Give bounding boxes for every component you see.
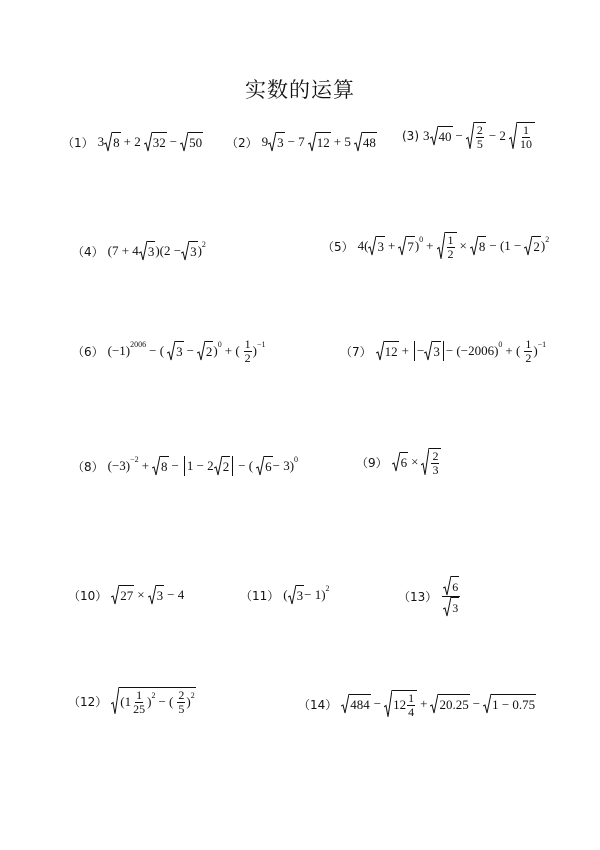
radicand: 20.25: [438, 694, 469, 714]
operator: +: [141, 458, 149, 473]
operator: ×: [459, 238, 467, 254]
problem-12: [68, 687, 196, 715]
numerator: 1: [447, 233, 454, 247]
expression-text: )(2 −: [155, 243, 182, 258]
sqrt: [197, 341, 214, 361]
radicand: 40: [438, 126, 453, 146]
operator: +: [420, 696, 428, 712]
operator: −: [455, 128, 463, 144]
radicand: 12: [316, 132, 331, 152]
expression-text: − 3): [272, 458, 295, 473]
problem-10: [68, 585, 187, 605]
fraction: [447, 234, 455, 260]
sqrt: [256, 456, 273, 476]
fraction: [519, 124, 533, 150]
numerator: 2: [476, 123, 483, 137]
radicand: 2: [532, 236, 541, 256]
denominator: 2: [244, 350, 251, 365]
absolute-value: [414, 341, 444, 361]
numerator: [442, 576, 460, 597]
operator: +: [401, 343, 409, 359]
radicand: 12: [384, 341, 399, 361]
problem-11: （11） ( 3 − 1) $^2$: [240, 584, 330, 603]
problem-label: （5）: [322, 239, 354, 254]
radicand: [429, 448, 441, 476]
problem-label: （10）: [68, 588, 108, 603]
problem-label: （12）: [68, 694, 108, 709]
radicand: 2: [205, 341, 214, 361]
expression-text: ): [252, 343, 258, 359]
operator: + 5: [333, 134, 351, 149]
radicand: 3: [175, 341, 184, 361]
radicand: 8: [478, 236, 487, 256]
expression-text: − 1): [304, 587, 326, 602]
whole-part: 12: [393, 697, 407, 713]
operator: − 7: [287, 134, 305, 149]
radicand: [474, 122, 486, 150]
radicand: 6: [400, 452, 409, 472]
radicand: 6: [264, 456, 273, 476]
sqrt: [368, 236, 385, 256]
sqrt: [376, 341, 399, 361]
sqrt: [421, 448, 441, 476]
operator: + (: [505, 343, 521, 359]
radicand: 8: [112, 132, 121, 152]
sqrt: [268, 132, 285, 152]
operator: −: [186, 343, 194, 359]
denominator: [442, 597, 460, 617]
fraction: [244, 338, 252, 364]
numerator: 1: [244, 337, 251, 351]
operator: −: [171, 458, 179, 473]
sqrt: [288, 585, 305, 605]
sqrt: [354, 132, 377, 152]
denominator: 4: [408, 704, 415, 719]
sqrt: [148, 585, 165, 605]
expression-text: ): [197, 243, 202, 258]
sqrt: [443, 576, 459, 596]
problem-13: [398, 576, 461, 617]
problem-5: （5） 4( 3 + 7 ) $^0$ + $\frac{1}{2}$ × 8 − (1 − 2 ) $^2$: [322, 233, 550, 261]
problem-8: （8） (−3) $^{-2}$ + 8 − 1 − 2 2 − ( 6 − 3) $^0$: [72, 455, 299, 474]
denominator: 25: [133, 701, 146, 716]
operator: − (: [238, 458, 254, 473]
operator: −: [416, 343, 425, 359]
sqrt: [214, 456, 231, 476]
problem-2: [226, 132, 377, 152]
problem-7: （7） 12 + − 3 − (−2006) $^0$ + ( $\frac{1}{2}$ ) $^{-1}$: [340, 337, 547, 365]
radicand: 27: [119, 585, 134, 605]
sqrt: [398, 236, 415, 256]
radicand: (1 $\frac{1}{25}$ ) $^2$ − ( $\frac{2}{5}$ ) $^2$: [120, 688, 195, 716]
fraction: [431, 450, 439, 476]
sqrt: [308, 132, 331, 152]
problem-label: （8）: [72, 459, 104, 474]
radicand: 3: [189, 241, 198, 261]
radicand: [392, 690, 417, 718]
problem-3: [402, 122, 535, 150]
denominator: 2: [525, 350, 532, 365]
fraction: [524, 338, 532, 364]
operator: +: [426, 238, 434, 254]
coefficient: 9: [261, 134, 269, 149]
sqrt: [524, 236, 541, 256]
expression-text: (−1): [107, 343, 131, 359]
operator: − (: [158, 694, 174, 710]
problem-14: [298, 690, 536, 718]
expression-text: ): [533, 343, 538, 359]
sqrt: [437, 232, 457, 260]
operator: +: [387, 238, 396, 254]
operator: −: [169, 134, 178, 149]
problem-label: （9）: [356, 455, 388, 470]
expression-text: (1: [120, 694, 132, 710]
sqrt: [152, 456, 169, 476]
sqrt: [139, 241, 156, 261]
numerator: 2: [432, 449, 439, 463]
problem-label: (3): [402, 129, 419, 144]
sqrt: [430, 694, 469, 714]
sqrt: [466, 122, 486, 150]
sqrt: [167, 341, 184, 361]
problem-label: （13）: [398, 590, 438, 604]
problem-1: [62, 132, 203, 152]
denominator: 5: [178, 701, 185, 716]
coefficient: 3: [97, 134, 105, 149]
sqrt: [483, 694, 536, 714]
radicand: 7: [406, 236, 415, 256]
numerator: 1: [522, 123, 529, 137]
mixed-number: [393, 692, 416, 718]
radicand: [445, 232, 457, 260]
sqrt: [443, 597, 459, 617]
fraction: [476, 124, 484, 150]
operator: ×: [411, 454, 419, 470]
radicand: 3: [276, 132, 285, 152]
expression-text: ): [213, 343, 218, 359]
sqrt: [111, 585, 134, 605]
radicand: 32: [152, 132, 167, 152]
radicand: 2: [222, 456, 231, 476]
numerator: 1: [525, 337, 532, 351]
operator: + (: [224, 343, 240, 359]
radicand: 48: [362, 132, 377, 152]
expression-text: ): [540, 238, 546, 254]
sqrt: [181, 241, 198, 261]
expression-text: − (−2006): [445, 343, 499, 359]
operator: −: [373, 696, 382, 712]
operator: + 2: [123, 134, 141, 149]
problem-label: （6）: [72, 344, 104, 359]
operator: − (1 −: [489, 238, 522, 254]
expression-text: 1 − 2: [186, 458, 214, 473]
operator: − 4: [167, 587, 185, 602]
problem-label: （11）: [240, 588, 280, 603]
problem-label: （14）: [298, 697, 338, 712]
operator: −: [472, 696, 481, 712]
expression-text: ): [186, 694, 191, 710]
problem-label: （4）: [72, 244, 104, 259]
sqrt: [144, 132, 167, 152]
numerator: 1: [408, 691, 415, 705]
radicand: 484: [349, 694, 371, 714]
radicand: 6: [451, 576, 459, 596]
denominator: 3: [432, 462, 439, 477]
sqrt: [392, 452, 409, 472]
radicand: 50: [188, 132, 203, 152]
operator: − (: [149, 343, 165, 359]
sqrt: [104, 132, 121, 152]
radicand: [517, 122, 535, 150]
expression-text: ): [414, 238, 420, 254]
fraction: [177, 689, 185, 715]
radicand: 3: [376, 236, 385, 256]
denominator: 5: [476, 136, 483, 151]
operator: − 2: [488, 128, 506, 144]
radicand: 8: [160, 456, 169, 476]
expression-text: (−3): [107, 458, 131, 473]
sqrt: [111, 687, 195, 715]
expression-text: ): [147, 694, 152, 710]
page-title: 实数的运算: [245, 78, 355, 102]
numerator: 2: [178, 688, 185, 702]
sqrt: [384, 690, 417, 718]
problem-label: （7）: [340, 344, 372, 359]
problem-4: （4） (7 + 4 3 )(2 − 3 ) $^2$: [72, 240, 206, 259]
problem-label: （2）: [226, 135, 258, 150]
radicand: 3: [451, 597, 459, 617]
operator: ×: [137, 587, 145, 602]
fraction: [132, 689, 146, 715]
problem-9: [356, 448, 441, 476]
expression-text: (7 + 4: [107, 243, 139, 258]
radicand: 3: [432, 341, 441, 361]
expression-text: (: [283, 587, 288, 602]
denominator: 10: [519, 136, 532, 151]
sqrt: [430, 126, 453, 146]
problem-label: （1）: [62, 135, 94, 150]
sqrt: [341, 694, 371, 714]
sqrt: [509, 122, 535, 150]
radicand: 3: [296, 585, 305, 605]
expression-text: 4(: [357, 238, 369, 254]
numerator: 1: [136, 688, 143, 702]
sqrt: [424, 341, 441, 361]
problem-6: （6） (−1) $^{2006}$ − ( 3 − 2 ) $^0$ + ( $\frac{1}{2}$ ) $^{-1}$: [72, 337, 266, 365]
radicand: 3: [156, 585, 165, 605]
radicand: 3: [147, 241, 156, 261]
sqrt: [470, 236, 487, 256]
sqrt: [180, 132, 203, 152]
fraction: [442, 576, 460, 617]
denominator: 2: [447, 246, 454, 261]
coefficient: 3: [423, 128, 430, 144]
absolute-value: [184, 456, 233, 476]
fraction: [407, 692, 415, 718]
radicand: 1 − 0.75: [491, 694, 536, 714]
